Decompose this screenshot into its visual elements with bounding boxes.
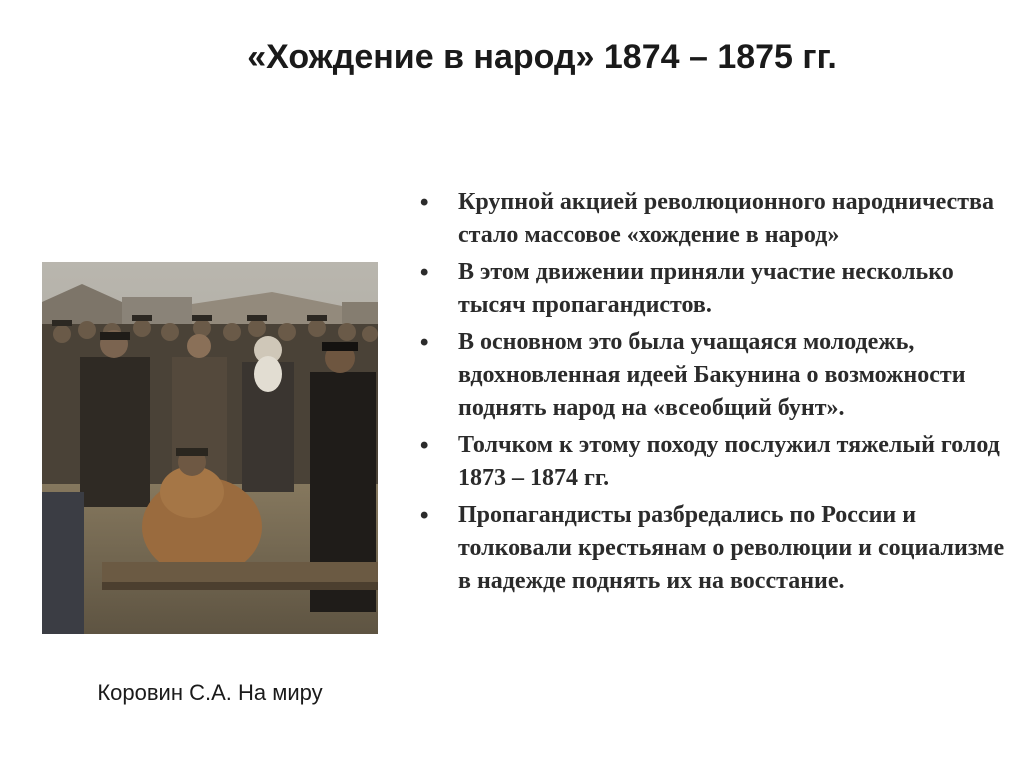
bullet-item — [420, 256, 1010, 322]
bullet-text: Пропагандисты разбредались по России и толковали крестьянам о революции и социализме в надежде поднять их на восстание. — [458, 502, 1005, 594]
bullet-text: Толчком к этому походу послужил тяжелый голод 1873 – 1874 гг. — [458, 432, 1000, 491]
bullet-text: Крупной акцией революционного народничества стало массовое «хождение в народ» — [458, 189, 994, 248]
bullet-item — [420, 186, 1010, 252]
bullet-dot-icon: • — [420, 502, 429, 529]
bullet-text: В этом движении приняли участие несколько тысяч пропагандистов. — [458, 259, 954, 318]
slide-title: «Хождение в народ» 1874 – 1875 гг. — [247, 38, 837, 76]
bullet-dot-icon: • — [420, 432, 429, 459]
bullet-item — [420, 326, 1010, 425]
bullet-text: В основном это была учащаяся молодежь, вдохновленная идеей Бакунина о возможности поднять народ на «всеобщий бунт». — [458, 329, 966, 421]
bullet-item — [420, 429, 1010, 495]
bullet-dot-icon: • — [420, 189, 429, 216]
painting-image — [42, 262, 378, 634]
bullet-item — [420, 499, 1010, 598]
painting-caption: Коровин С.А. На миру — [97, 680, 323, 705]
bullet-list — [420, 186, 1010, 602]
bullet-dot-icon: • — [420, 259, 429, 286]
bullet-dot-icon: • — [420, 329, 429, 356]
